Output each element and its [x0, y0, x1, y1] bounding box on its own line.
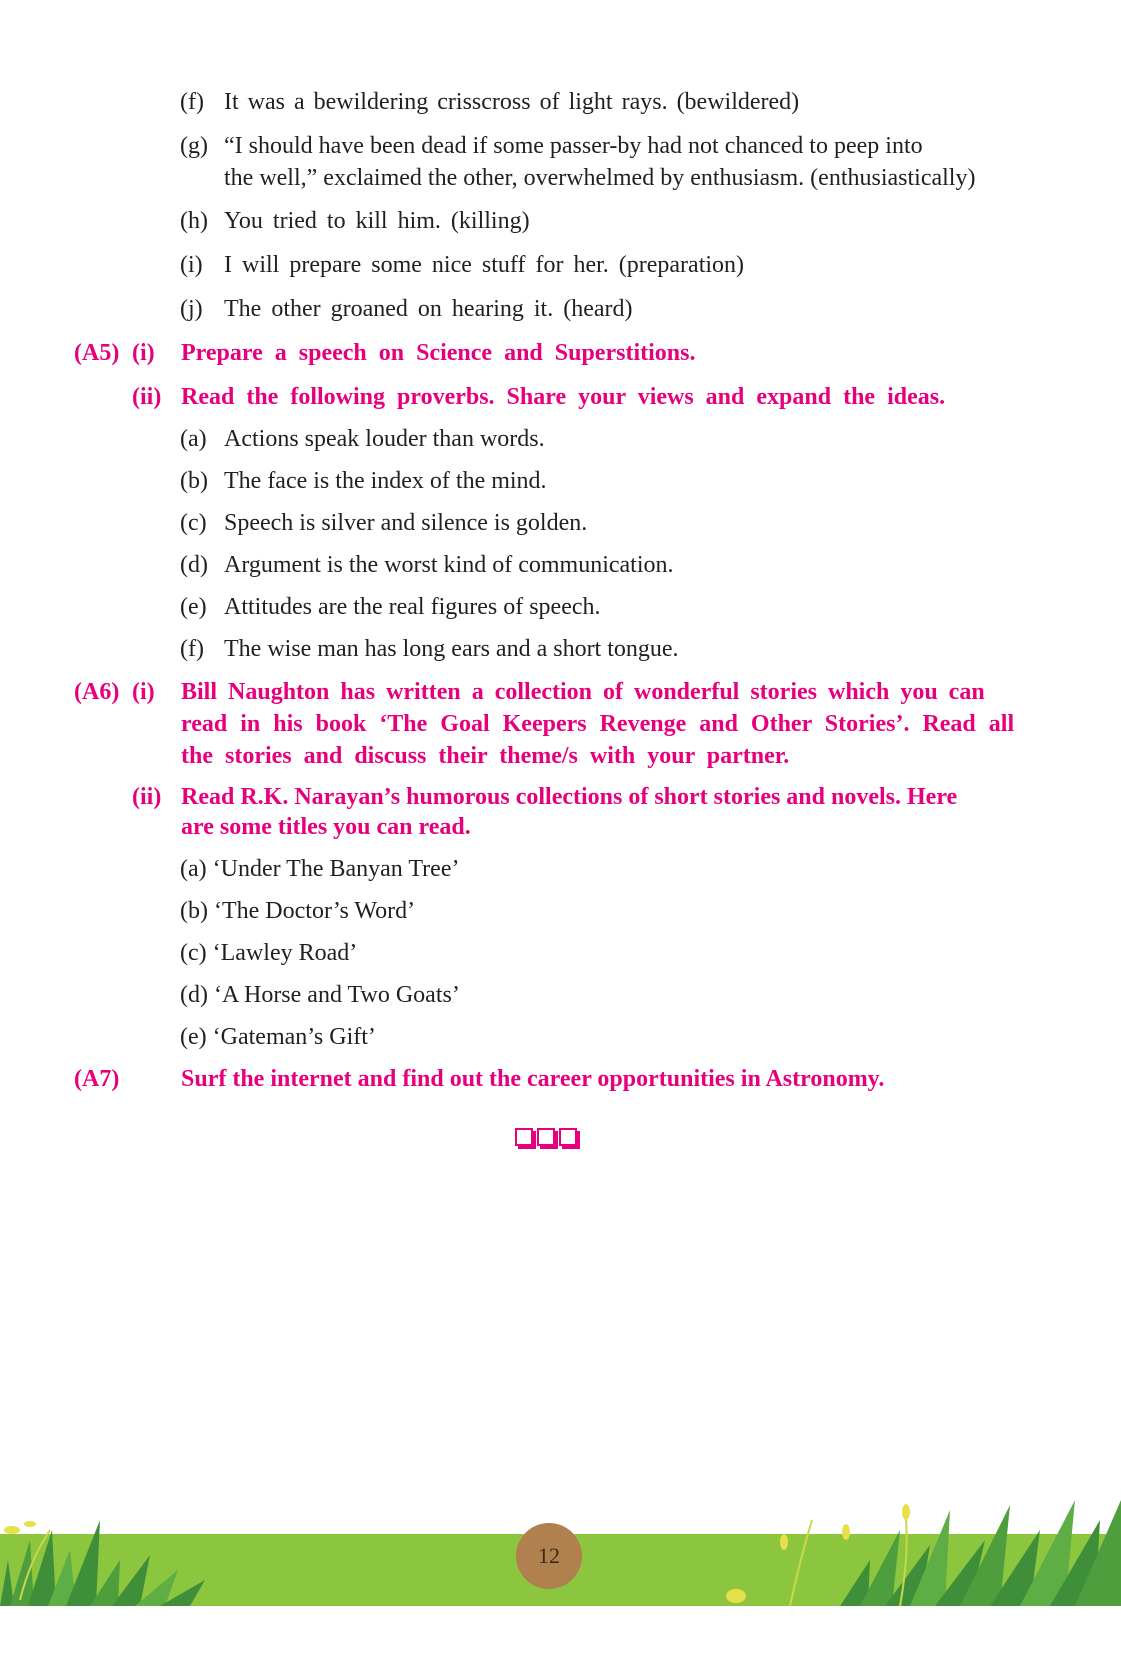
marker-box-icon: [515, 1128, 533, 1146]
activity-text: read in his book ‘The Goal Keepers Revenge and Other Stories’. Read all: [181, 711, 1015, 737]
item-text: “I should have been dead if some passer-by had not chanced to peep into: [224, 133, 923, 159]
proverb-text: Speech is silver and silence is golden.: [224, 510, 588, 536]
activity-text: Read R.K. Narayan’s humorous collections of short stories and novels. Here: [181, 784, 958, 810]
title-label: (a): [180, 856, 207, 882]
activity-label: (A6): [74, 679, 120, 705]
item-text: You tried to kill him. (killing): [224, 208, 530, 234]
sub-label: (ii): [132, 784, 162, 810]
title-text: ‘The Doctor’s Word’: [213, 898, 416, 924]
sub-label: (ii): [132, 384, 162, 410]
item-label: (f): [180, 89, 204, 115]
proverb-text: The face is the index of the mind.: [224, 468, 547, 494]
page-number: 12: [538, 1543, 560, 1568]
activity-label: (A7): [74, 1066, 120, 1092]
proverb-text: Attitudes are the real figures of speech.: [224, 594, 601, 620]
proverb-label: (e): [180, 594, 207, 620]
proverb-text: Argument is the worst kind of communication.: [224, 552, 674, 578]
title-label: (b): [180, 898, 208, 924]
item-text: The other groaned on hearing it. (heard): [224, 296, 633, 322]
activity-text: the stories and discuss their theme/s with your partner.: [181, 743, 790, 769]
proverb-label: (f): [180, 636, 204, 662]
story-title: [180, 1021, 376, 1053]
item-text: I will prepare some nice stuff for her. (preparation): [224, 252, 745, 278]
item-label: (j): [180, 296, 203, 322]
activity-label: (A5): [74, 340, 120, 366]
title-text: ‘Under The Banyan Tree’: [212, 856, 460, 882]
title-label: (d): [180, 982, 208, 1008]
proverb-text: The wise man has long ears and a short tongue.: [224, 636, 679, 662]
section-end-marker: [515, 1128, 577, 1146]
marker-box-icon: [537, 1128, 555, 1146]
activity-text: Bill Naughton has written a collection of wonderful stories which you can: [181, 679, 985, 705]
activity-text-line: [181, 676, 1019, 708]
title-label: (e): [180, 1024, 207, 1050]
title-text: ‘Gateman’s Gift’: [212, 1024, 376, 1050]
sub-label: (i): [132, 340, 155, 366]
activity-text: Read the following proverbs. Share your views and expand the ideas.: [181, 384, 946, 410]
proverb-label: (c): [180, 510, 207, 536]
proverb-label: (a): [180, 426, 207, 452]
item-text-line: [224, 130, 1019, 162]
item-text-line: [224, 162, 1019, 194]
item-text: the well,” exclaimed the other, overwhelmed by enthusiasm. (enthusiastically): [224, 165, 976, 191]
item-label: (g): [180, 133, 208, 159]
item-label: (i): [180, 252, 203, 278]
activity-text: are some titles you can read.: [181, 814, 471, 840]
story-title: [180, 979, 460, 1011]
story-title: [180, 937, 357, 969]
story-title: [180, 853, 459, 885]
proverb-label: (b): [180, 468, 208, 494]
sub-label: (i): [132, 679, 155, 705]
story-title: [180, 895, 415, 927]
proverb-text: Actions speak louder than words.: [224, 426, 545, 452]
title-label: (c): [180, 940, 207, 966]
item-label: (h): [180, 208, 208, 234]
title-text: ‘Lawley Road’: [212, 940, 358, 966]
proverb-label: (d): [180, 552, 208, 578]
marker-box-icon: [559, 1128, 577, 1146]
activity-text: Prepare a speech on Science and Superstitions.: [181, 340, 696, 366]
activity-text: Surf the internet and find out the career opportunities in Astronomy.: [181, 1066, 885, 1092]
item-text: It was a bewildering crisscross of light rays. (bewildered): [224, 89, 800, 115]
page-number-badge: [516, 1523, 582, 1589]
title-text: ‘A Horse and Two Goats’: [213, 982, 460, 1008]
